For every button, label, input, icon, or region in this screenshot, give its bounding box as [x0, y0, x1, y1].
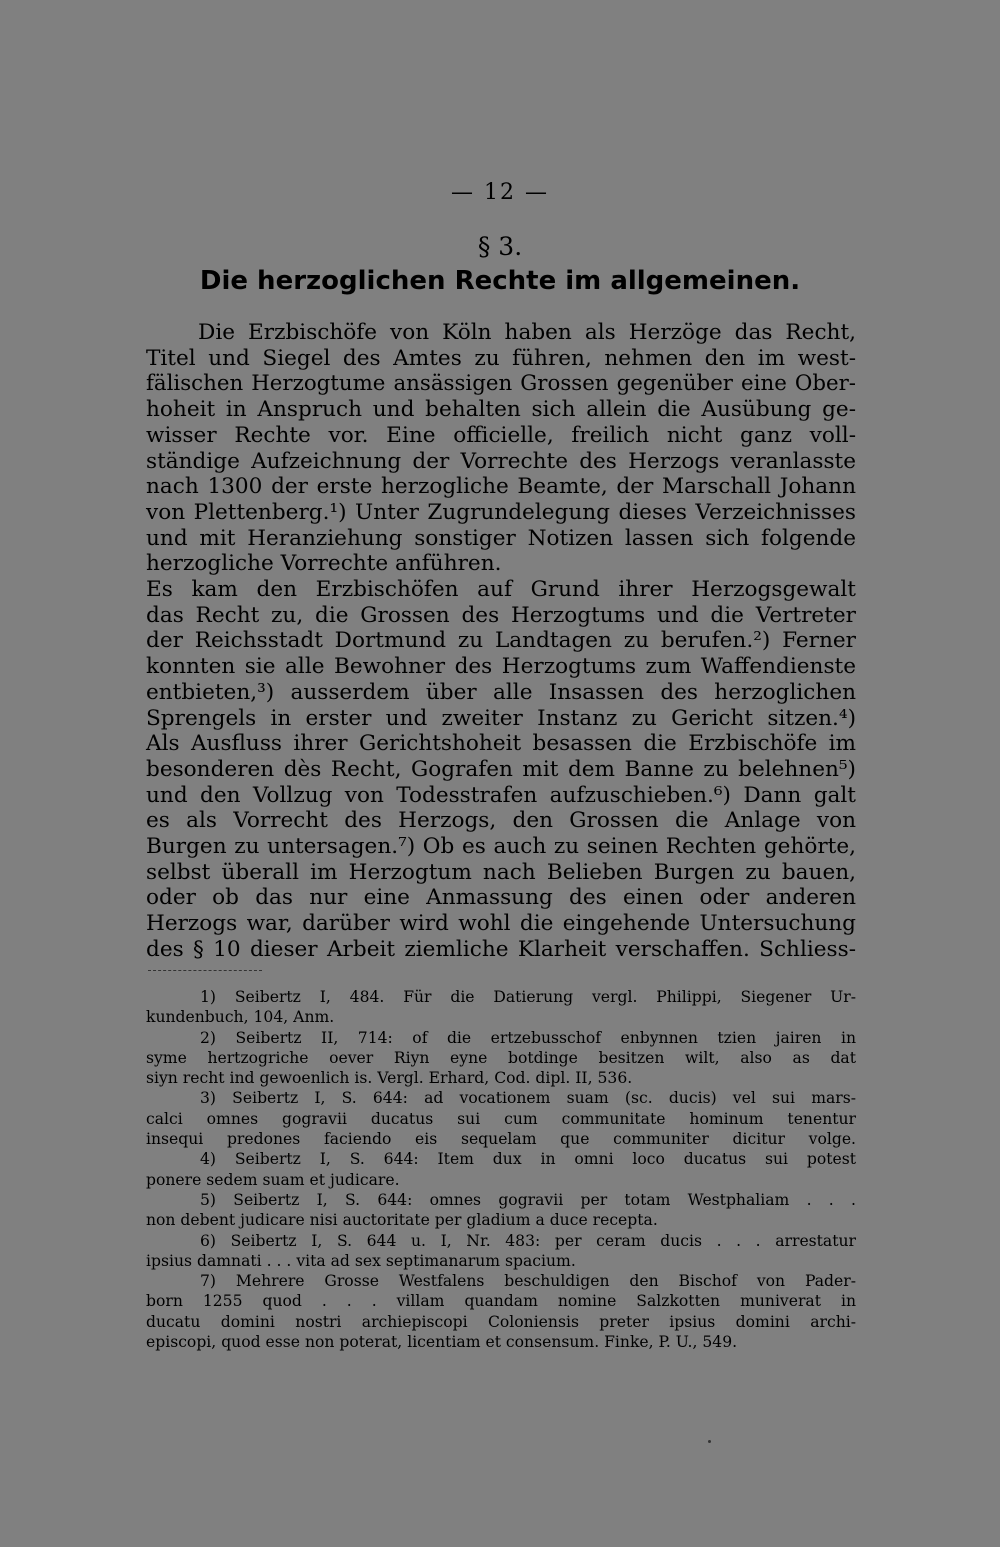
footnote-line: syme hertzogriche oever Riyn eyne botdinge besitzen wilt, also as dat [146, 1048, 856, 1067]
body-line: von Plettenberg.¹) Unter Zugrundelegung dieses Verzeichnisses [146, 499, 856, 525]
footnote-line: 5) Seibertz I, S. 644: omnes gogravii per totam Westphaliam . . . [200, 1190, 856, 1209]
body-line: selbst überall im Herzogtum nach Belieben Burgen zu bauen, [146, 859, 856, 885]
footnote-line: ipsius damnati . . . vita ad sex septimanarum spacium. [146, 1251, 576, 1270]
footnote-line: kundenbuch, 104, Anm. [146, 1008, 335, 1027]
footnote-divider [148, 970, 262, 971]
footnote-line: born 1255 quod . . . villam quandam nomine Salzkotten muniverat in [146, 1292, 856, 1311]
body-line: Titel und Siegel des Amtes zu führen, nehmen den im west- [146, 345, 856, 371]
body-line: Sprengels in erster und zweiter Instanz zu Gericht sitzen.⁴) [146, 705, 856, 731]
footnote-line: 1) Seibertz I, 484. Für die Datierung vergl. Philippi, Siegener Ur- [200, 988, 856, 1006]
page-number: — 12 — [451, 180, 549, 205]
body-line: Es kam den Erzbischöfen auf Grund ihrer Herzogsgewalt [146, 577, 856, 603]
body-line: und den Vollzug von Todesstrafen aufzuschieben.⁶) Dann galt [146, 782, 856, 808]
body-text [146, 320, 856, 963]
footnote-line: 2) Seibertz II, 714: of die ertzebusschof enbynnen tzien jairen in [200, 1028, 856, 1047]
footnote-line: ducatu domini nostri archiepiscopi Coloniensis preter ipsius domini archi- [146, 1312, 856, 1331]
body-line: Als Ausfluss ihrer Gerichtshoheit besassen die Erzbischöfe im [146, 731, 856, 757]
footnote-line: non debent judicare nisi auctoritate per gladium a duce recepta. [146, 1211, 658, 1230]
body-line: es als Vorrecht des Herzogs, den Grossen die Anlage von [146, 808, 856, 834]
body-line: fälischen Herzogtume ansässigen Grossen gegenüber eine Ober- [146, 371, 856, 397]
body-line: der Reichsstadt Dortmund zu Landtagen zu berufen.²) Ferner [146, 628, 856, 654]
body-line: herzogliche Vorrechte anführen. [146, 551, 502, 577]
body-line: hoheit in Anspruch und behalten sich allein die Ausübung ge- [146, 397, 856, 423]
body-line: nach 1300 der erste herzogliche Beamte, der Marschall Johann [146, 474, 856, 500]
body-line: entbieten,³) ausserdem über alle Insassen des herzoglichen [146, 679, 856, 705]
body-line: besonderen dès Recht, Gografen mit dem Banne zu belehnen⁵) [146, 756, 856, 782]
body-line: und mit Heranziehung sonstiger Notizen lassen sich folgende [146, 525, 856, 551]
footnote-line: 3) Seibertz I, S. 644: ad vocationem suam (sc. ducis) vel sui mars- [200, 1089, 856, 1108]
footnote-line: siyn recht ind gewoenlich is. Vergl. Erhard, Cod. dipl. II, 536. [146, 1069, 633, 1088]
body-line: wisser Rechte vor. Eine officielle, freilich nicht ganz voll- [146, 422, 856, 448]
body-line: Herzogs war, darüber wird wohl die eingehende Untersuchung [146, 911, 856, 937]
body-line: ständige Aufzeichnung der Vorrechte des Herzogs veranlasste [146, 448, 856, 474]
body-line: konnten sie alle Bewohner des Herzogtums zum Waffendienste [146, 654, 856, 680]
body-line: das Recht zu, die Grossen des Herzogtums und die Vertreter [146, 602, 856, 628]
footnote-line: episcopi, quod esse non poterat, licentiam et consensum. Finke, P. U., 549. [146, 1333, 738, 1352]
body-line: Die Erzbischöfe von Köln haben als Herzöge das Recht, [198, 320, 856, 345]
footnote-line: insequi predones faciendo eis sequelam que communiter dicitur volge. [146, 1130, 856, 1149]
footnote-line: calci omnes gogravii ducatus sui cum communitate hominum tenentur [146, 1109, 856, 1128]
footnote-line: 7) Mehrere Grosse Westfalens beschuldigen den Bischof von Pader- [200, 1272, 856, 1291]
footnote-line: 4) Seibertz I, S. 644: Item dux in omni loco ducatus sui potest [200, 1150, 856, 1169]
footnote-line: 6) Seibertz I, S. 644 u. I, Nr. 483: per ceram ducis . . . arrestatur [200, 1231, 856, 1250]
body-line: des § 10 dieser Arbeit ziemliche Klarheit verschaffen. Schliess- [146, 936, 856, 962]
section-heading: Die herzoglichen Rechte im allgemeinen. [199, 266, 801, 296]
section-number: § 3. [477, 232, 523, 261]
body-line: Burgen zu untersagen.⁷) Ob es auch zu seinen Rechten gehörte, [146, 834, 856, 860]
page-speck [708, 1440, 711, 1443]
footnote-line: ponere sedem suam et judicare. [146, 1170, 400, 1189]
body-line: oder ob das nur eine Anmassung des einen oder anderen [146, 885, 856, 911]
footnotes [146, 987, 856, 1352]
